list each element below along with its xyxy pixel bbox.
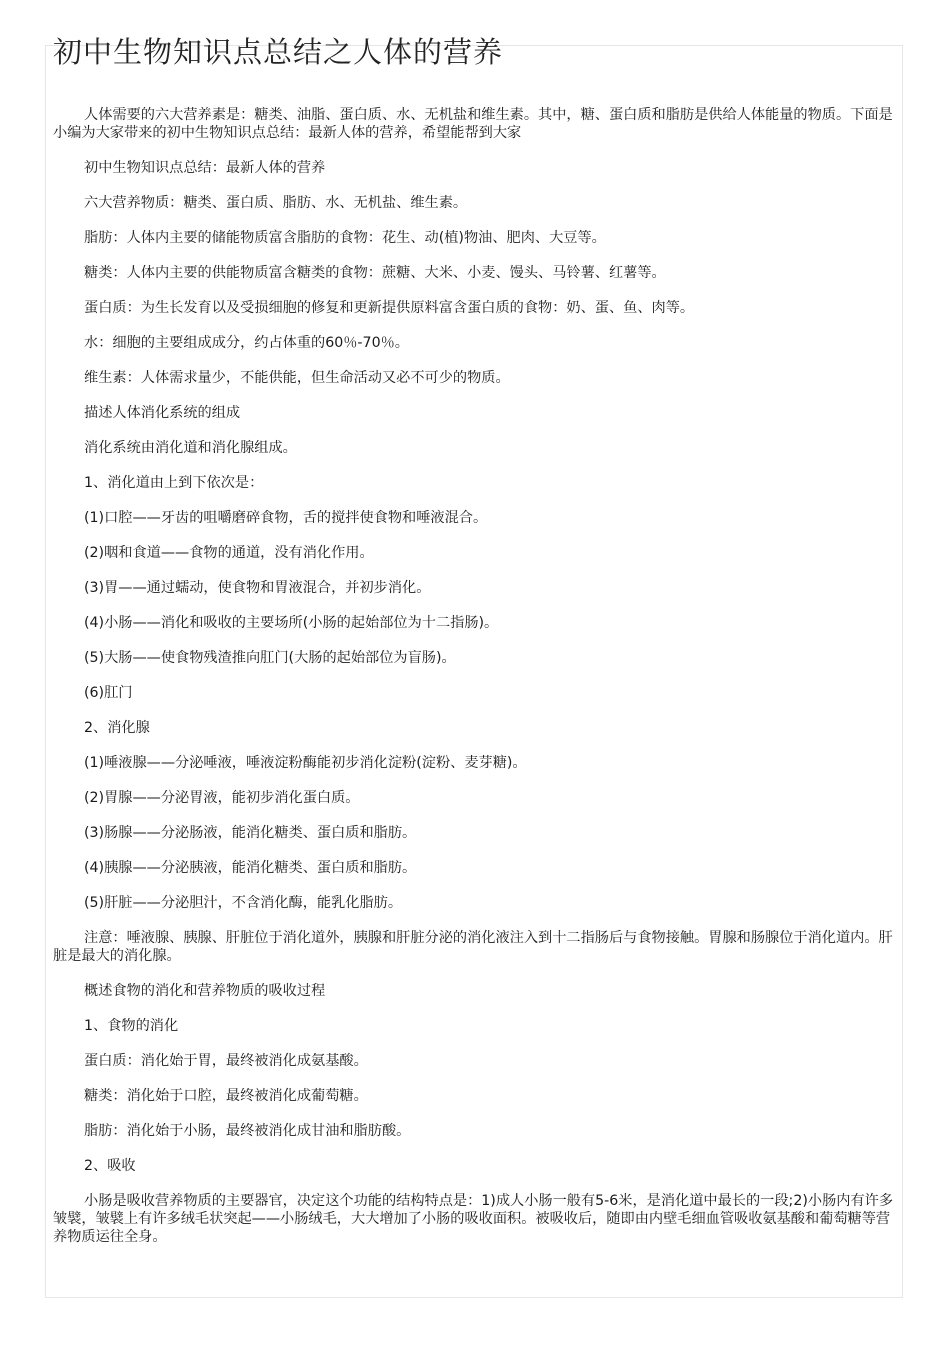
list-item: (2)胃腺——分泌胃液，能初步消化蛋白质。 <box>84 790 360 806</box>
list-item: (4)小肠——消化和吸收的主要场所(小肠的起始部位为十二指肠)。 <box>84 615 499 631</box>
paragraph: 维生素：人体需求量少，不能供能，但生命活动又必不可少的物质。 <box>84 370 510 386</box>
subsection-heading: 1、食物的消化 <box>84 1018 179 1034</box>
list-item: (1)唾液腺——分泌唾液，唾液淀粉酶能初步消化淀粉(淀粉、麦芽糖)。 <box>84 755 527 771</box>
paragraph: 脂肪：人体内主要的储能物质富含脂肪的食物：花生、动(植)物油、肥肉、大豆等。 <box>84 230 606 246</box>
paragraph: 水：细胞的主要组成成分，约占体重的60％-70％。 <box>84 335 409 351</box>
paragraph: 小肠是吸收营养物质的主要器官，决定这个功能的结构特点是：1)成人小肠一般有5-6米，是消化道中最长的一段;2)小肠内有许多皱襞，皱襞上有许多绒毛状突起——小肠绒毛，大大增加了小肠的吸收面积。被吸收后，随即由内壁毛细血管吸收氨基酸和葡萄糖等营养物质运往全身。 <box>53 1193 894 1245</box>
paragraph-intro: 人体需要的六大营养素是：糖类、油脂、蛋白质、水、无机盐和维生素。其中，糖、蛋白质和脂肪是供给人体能量的物质。下面是小编为大家带来的初中生物知识点总结：最新人体的营养，希望能帮到大家 <box>53 107 893 141</box>
list-item: (5)大肠——使食物残渣推向肛门(大肠的起始部位为盲肠)。 <box>84 650 456 666</box>
list-item: (5)肝脏——分泌胆汁，不含消化酶，能乳化脂肪。 <box>84 895 403 911</box>
paragraph: 蛋白质：为生长发育以及受损细胞的修复和更新提供原料富含蛋白质的食物：奶、蛋、鱼、肉等。 <box>84 300 695 316</box>
paragraph: 消化系统由消化道和消化腺组成。 <box>84 440 297 456</box>
list-item: (3)胃——通过蠕动，使食物和胃液混合，并初步消化。 <box>84 580 431 596</box>
list-item: (6)肛门 <box>84 685 133 701</box>
subsection-heading: 1、消化道由上到下依次是： <box>84 475 264 491</box>
paragraph: 初中生物知识点总结：最新人体的营养 <box>84 160 326 176</box>
note-paragraph: 注意：唾液腺、胰腺、肝脏位于消化道外，胰腺和肝脏分泌的消化液注入到十二指肠后与食物接触。胃腺和肠腺位于消化道内。肝脏是最大的消化腺。 <box>53 930 893 964</box>
list-item: (1)口腔——牙齿的咀嚼磨碎食物，舌的搅拌使食物和唾液混合。 <box>84 510 488 526</box>
list-item: (3)肠腺——分泌肠液，能消化糖类、蛋白质和脂肪。 <box>84 825 417 841</box>
section-heading: 描述人体消化系统的组成 <box>84 405 241 421</box>
list-item: (2)咽和食道——食物的通道，没有消化作用。 <box>84 545 374 561</box>
subsection-heading: 2、吸收 <box>84 1158 136 1174</box>
subsection-heading: 2、消化腺 <box>84 720 150 736</box>
page-title: 初中生物知识点总结之人体的营养 <box>53 35 504 69</box>
section-heading: 概述食物的消化和营养物质的吸收过程 <box>84 983 326 999</box>
paragraph: 蛋白质：消化始于胃，最终被消化成氨基酸。 <box>84 1053 368 1069</box>
article-body <box>53 106 903 1263</box>
list-item: (4)胰腺——分泌胰液，能消化糖类、蛋白质和脂肪。 <box>84 860 417 876</box>
paragraph: 脂肪：消化始于小肠，最终被消化成甘油和脂肪酸。 <box>84 1123 411 1139</box>
paragraph: 六大营养物质：糖类、蛋白质、脂肪、水、无机盐、维生素。 <box>84 195 468 211</box>
paragraph: 糖类：消化始于口腔，最终被消化成葡萄糖。 <box>84 1088 368 1104</box>
paragraph: 糖类：人体内主要的供能物质富含糖类的食物：蔗糖、大米、小麦、馒头、马铃薯、红薯等。 <box>84 265 666 281</box>
